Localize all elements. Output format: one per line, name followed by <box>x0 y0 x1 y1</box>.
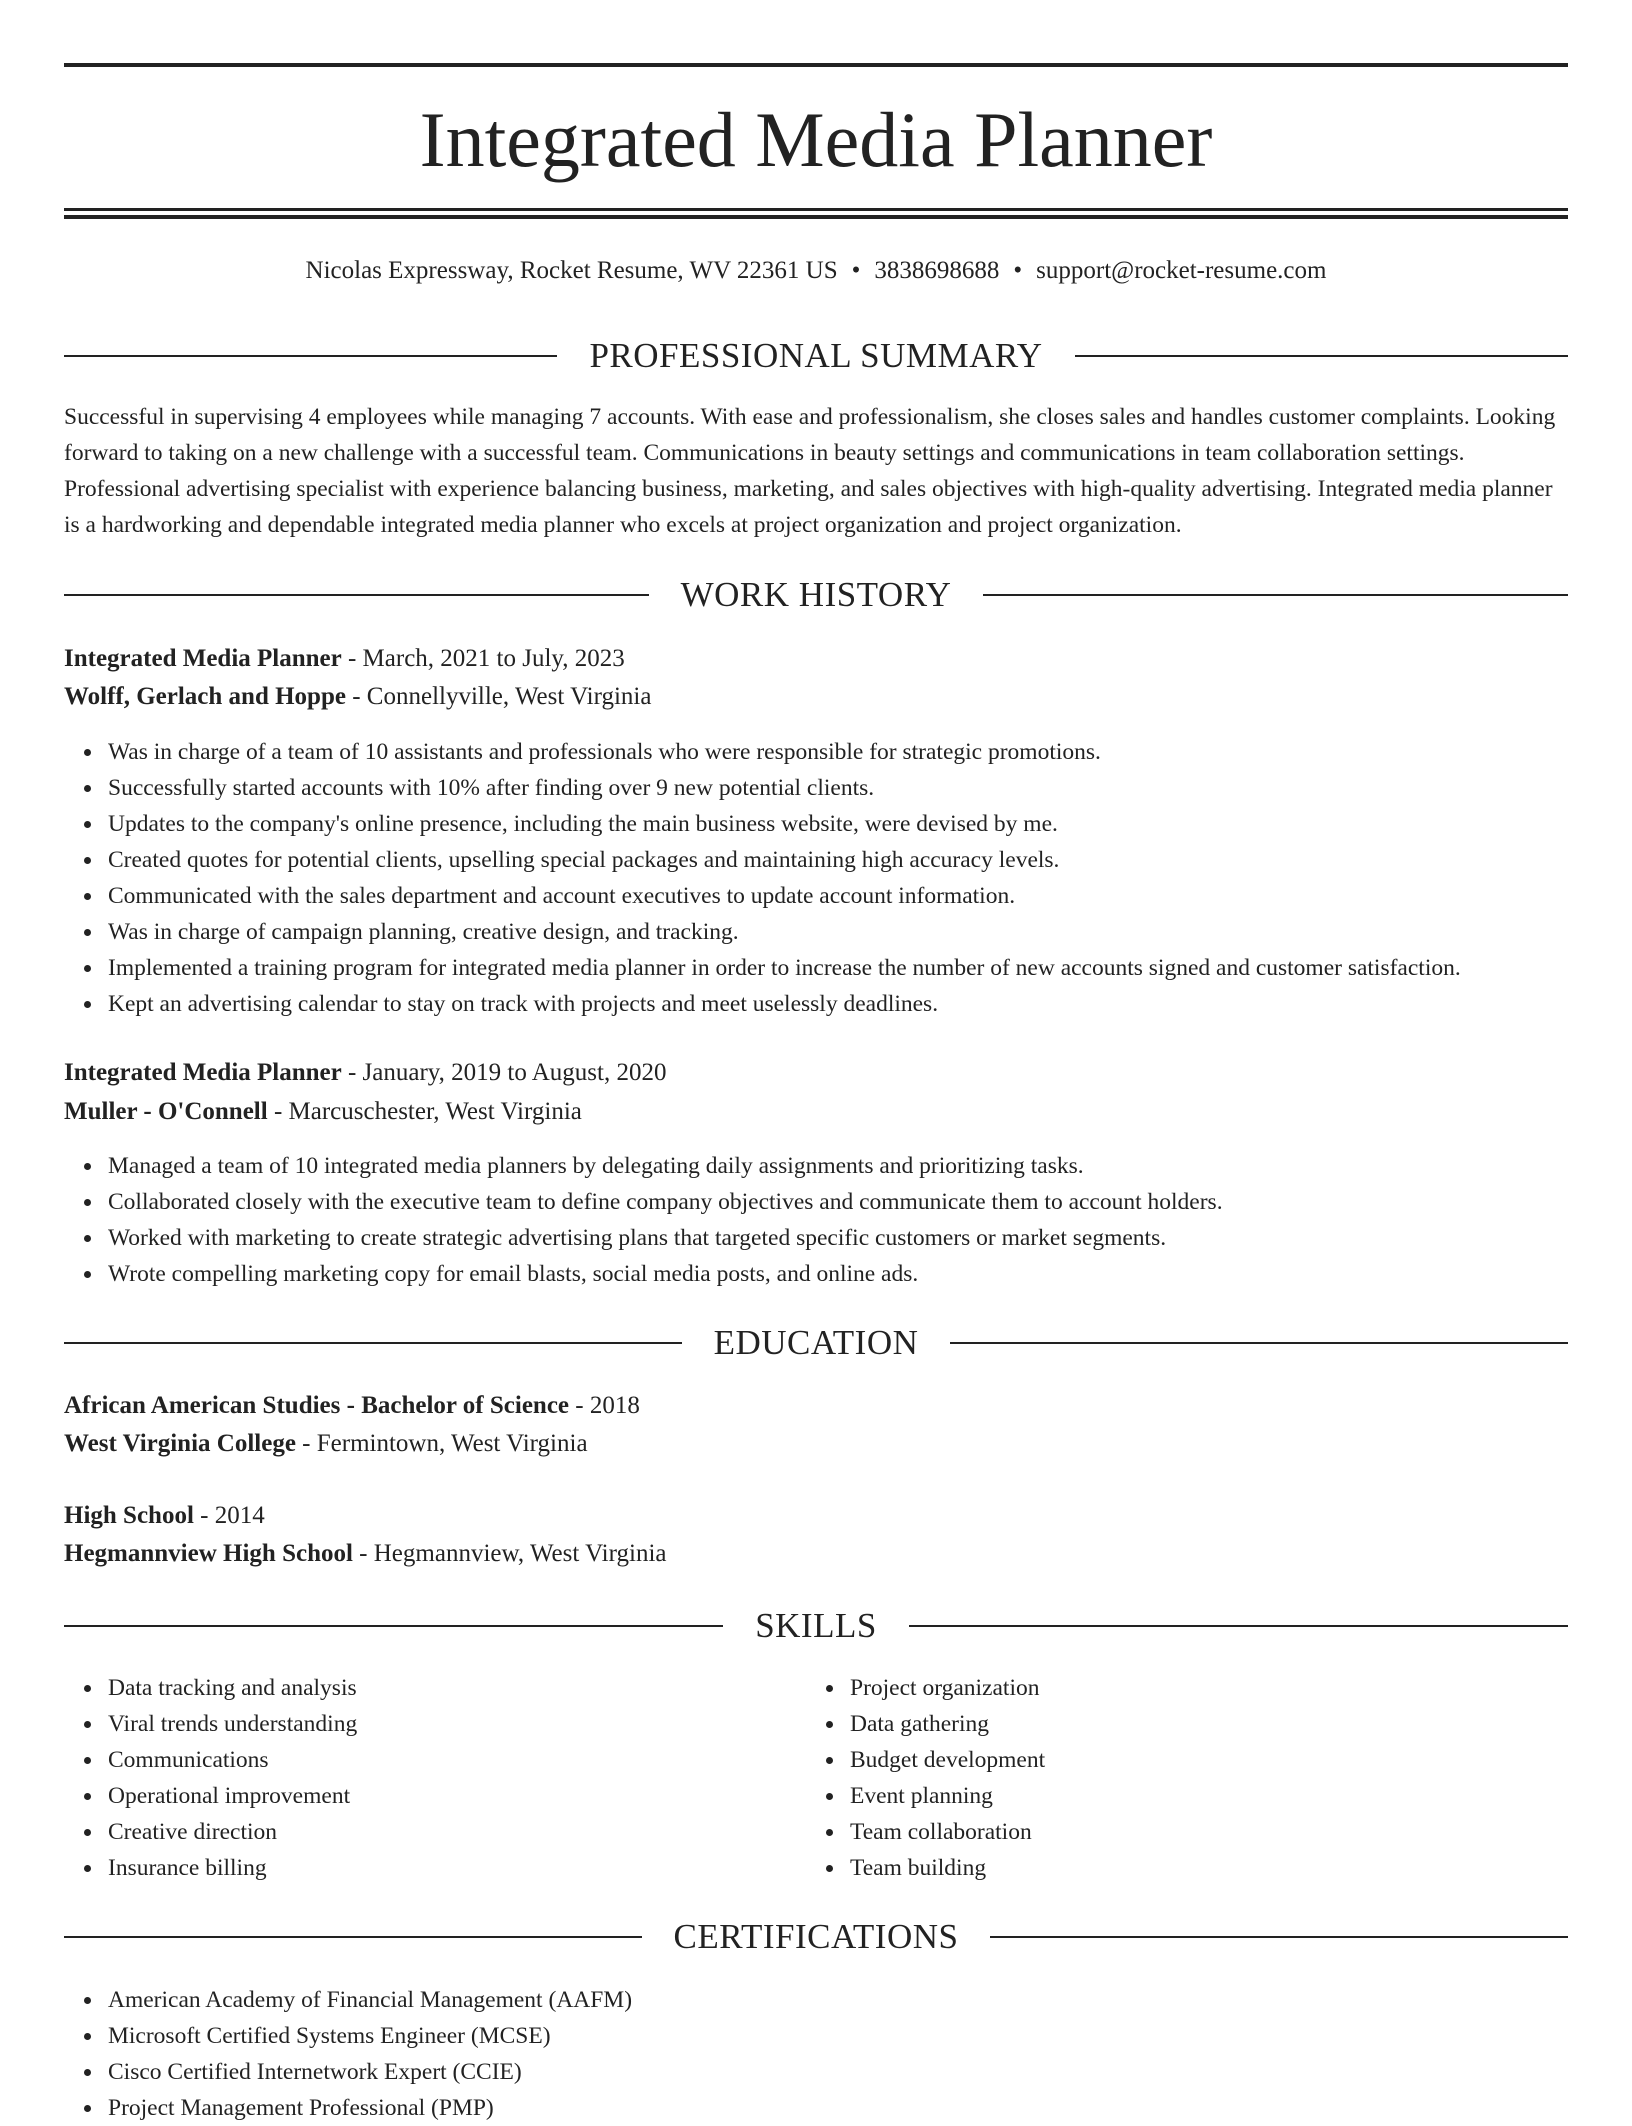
job-bullet: Managed a team of 10 integrated media planners by delegating daily assignments and prioritizing tasks. <box>108 1148 1223 1184</box>
skill-item: Data gathering <box>850 1706 1550 1742</box>
header-double-rule-lower <box>64 215 1568 219</box>
heading-rule <box>909 1625 1568 1627</box>
education-school-line <box>64 1536 666 1572</box>
heading-rule <box>64 1936 642 1938</box>
job-title: Integrated Media Planner <box>64 1059 342 1086</box>
education-heading-title: EDUCATION <box>713 1323 919 1362</box>
job-bullet: Created quotes for potential clients, upselling special packages and maintaining high accuracy levels. <box>108 842 1461 878</box>
job-bullets <box>64 734 1461 1022</box>
skill-item: Operational improvement <box>108 1778 808 1814</box>
job-bullet: Worked with marketing to create strategic advertising plans that targeted specific customers or market segments. <box>108 1220 1223 1256</box>
certifications-heading <box>64 1915 1568 1959</box>
job-company-line <box>64 679 651 715</box>
skills-heading <box>64 1604 1568 1648</box>
resume-name: Integrated Media Planner <box>419 96 1213 183</box>
education-heading <box>64 1321 1568 1365</box>
heading-rule <box>64 1625 723 1627</box>
education-degree: African American Studies - Bachelor of Science <box>64 1392 570 1419</box>
education-location: - Hegmannview, West Virginia <box>352 1540 667 1567</box>
skills-list-left <box>64 1670 808 1886</box>
education-year: - 2018 <box>569 1392 640 1419</box>
contact-separator: • <box>1013 257 1023 284</box>
job-company-line <box>64 1094 582 1130</box>
education-degree-line <box>64 1498 265 1534</box>
job-location: - Marcuschester, West Virginia <box>267 1098 582 1125</box>
education-school: West Virginia College <box>64 1430 296 1457</box>
summary-heading <box>64 334 1568 378</box>
contact-separator: • <box>851 257 861 284</box>
certification-item: Cisco Certified Internetwork Expert (CCIE) <box>108 2054 632 2090</box>
education-degree: High School <box>64 1502 194 1529</box>
job-dates: - January, 2019 to August, 2020 <box>341 1059 667 1086</box>
job-bullet: Successfully started accounts with 10% after finding over 9 new potential clients. <box>108 770 1461 806</box>
heading-rule <box>64 355 557 357</box>
skills-heading-title: SKILLS <box>755 1606 877 1645</box>
education-school-line <box>64 1426 588 1462</box>
job-bullet: Collaborated closely with the executive team to define company objectives and communicate them to account holders. <box>108 1184 1223 1220</box>
summary-heading-title: PROFESSIONAL SUMMARY <box>589 336 1043 375</box>
certification-item: Project Management Professional (PMP) <box>108 2090 632 2126</box>
skill-item: Budget development <box>850 1742 1550 1778</box>
heading-rule <box>1075 355 1568 357</box>
job-bullet: Implemented a training program for integrated media planner in order to increase the number of new accounts signed and customer satisfaction. <box>108 950 1461 986</box>
skill-item: Team collaboration <box>850 1814 1550 1850</box>
certification-item: American Academy of Financial Management (AAFM) <box>108 1982 632 2018</box>
job-title: Integrated Media Planner <box>64 645 342 672</box>
contact-line <box>64 253 1568 289</box>
job-bullet: Communicated with the sales department and account executives to update account information. <box>108 878 1461 914</box>
job-bullet: Wrote compelling marketing copy for email blasts, social media posts, and online ads. <box>108 1256 1223 1292</box>
job-bullet: Was in charge of campaign planning, creative design, and tracking. <box>108 914 1461 950</box>
skill-item: Communications <box>108 1742 808 1778</box>
certifications-heading-title: CERTIFICATIONS <box>673 1917 959 1956</box>
job-bullet: Was in charge of a team of 10 assistants and professionals who were responsible for strategic promotions. <box>108 734 1461 770</box>
contact-address: Nicolas Expressway, Rocket Resume, WV 22361 US <box>305 257 838 284</box>
job-bullet: Updates to the company's online presence, including the main business website, were devised by me. <box>108 806 1461 842</box>
contact-phone: 3838698688 <box>874 257 1000 284</box>
heading-rule <box>64 594 649 596</box>
heading-rule <box>64 1342 682 1344</box>
skill-item: Project organization <box>850 1670 1550 1706</box>
job-dates: - March, 2021 to July, 2023 <box>341 645 625 672</box>
summary-text: Successful in supervising 4 employees while managing 7 accounts. With ease and professionalism, she closes sales and handles customer complaints. Looking forward to taking on a new challenge with a successful team. Communications in beauty settings and communications in team collaboration settings. Professional advertising specialist with experience balancing business, marketing, and sales objectives with high-quality advertising. Integrated media planner is a hardworking and dependable integrated media planner who excels at project organization and project organization. <box>64 404 1556 538</box>
work-history-heading-title: WORK HISTORY <box>680 575 952 614</box>
header-top-rule <box>64 63 1568 67</box>
job-title-line <box>64 1055 666 1091</box>
skill-item: Event planning <box>850 1778 1550 1814</box>
job-title-line <box>64 641 625 677</box>
skills-list-right <box>806 1670 1550 1886</box>
heading-rule <box>983 594 1568 596</box>
header-double-rule-upper <box>64 208 1568 211</box>
skill-item: Team building <box>850 1850 1550 1886</box>
work-history-heading <box>64 573 1568 617</box>
education-location: - Fermintown, West Virginia <box>295 1430 588 1457</box>
heading-rule <box>950 1342 1568 1344</box>
job-location: - Connellyville, West Virginia <box>345 683 652 710</box>
job-bullet: Kept an advertising calendar to stay on track with projects and meet uselessly deadlines. <box>108 986 1461 1022</box>
skill-item: Insurance billing <box>108 1850 808 1886</box>
job-bullets <box>64 1148 1223 1292</box>
job-company: Wolff, Gerlach and Hoppe <box>64 683 346 710</box>
education-degree-line <box>64 1388 640 1424</box>
contact-email: support@rocket-resume.com <box>1036 257 1327 284</box>
skill-item: Creative direction <box>108 1814 808 1850</box>
job-company: Muller - O'Connell <box>64 1098 268 1125</box>
heading-rule <box>990 1936 1568 1938</box>
education-school: Hegmannview High School <box>64 1540 353 1567</box>
certification-item: Microsoft Certified Systems Engineer (MCSE) <box>108 2018 632 2054</box>
skill-item: Viral trends understanding <box>108 1706 808 1742</box>
certifications-list <box>64 1982 632 2126</box>
skill-item: Data tracking and analysis <box>108 1670 808 1706</box>
education-year: - 2014 <box>193 1502 265 1529</box>
